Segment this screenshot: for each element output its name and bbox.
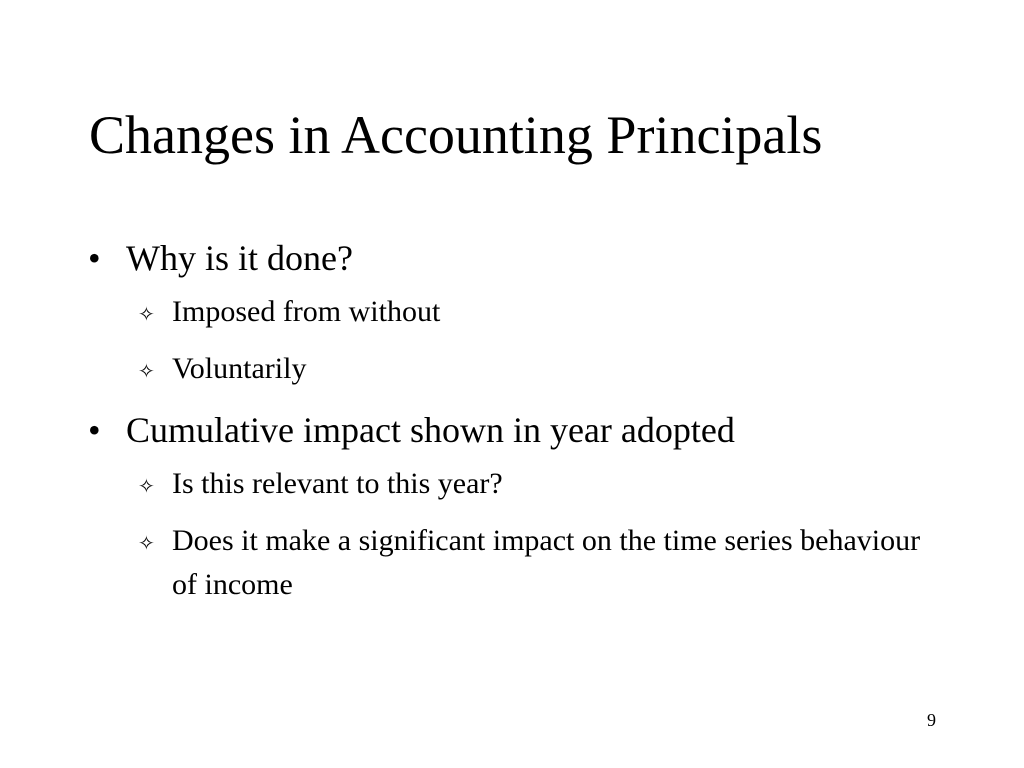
- bullet-item: [88, 404, 928, 456]
- sub-bullet-item: [138, 290, 928, 334]
- star-bullet-icon: ✧: [138, 531, 155, 555]
- bullet-text: Cumulative impact shown in year adopted: [126, 410, 735, 450]
- star-bullet-icon: ✧: [138, 474, 155, 498]
- sub-bullet-item: [138, 519, 928, 607]
- sub-bullet-text: Is this relevant to this year?: [172, 467, 503, 500]
- bullet-icon: •: [88, 410, 101, 450]
- page-number: 9: [927, 710, 936, 730]
- slide-title: Changes in Accounting Principals: [89, 105, 823, 165]
- sub-bullet-text: Does it make a significant impact on the time series behaviour of income: [172, 524, 921, 601]
- sub-bullet-text: Imposed from without: [172, 295, 441, 328]
- bullet-icon: •: [88, 238, 101, 278]
- star-bullet-icon: ✧: [138, 302, 155, 326]
- sub-bullet-list: [88, 290, 928, 391]
- sub-bullet-list: [88, 462, 928, 607]
- sub-bullet-text: Voluntarily: [172, 352, 307, 385]
- bullet-list: [88, 232, 928, 620]
- sub-bullet-item: [138, 462, 928, 506]
- bullet-text: Why is it done?: [126, 238, 353, 278]
- bullet-item: [88, 232, 928, 284]
- sub-bullet-item: [138, 347, 928, 391]
- star-bullet-icon: ✧: [138, 359, 155, 383]
